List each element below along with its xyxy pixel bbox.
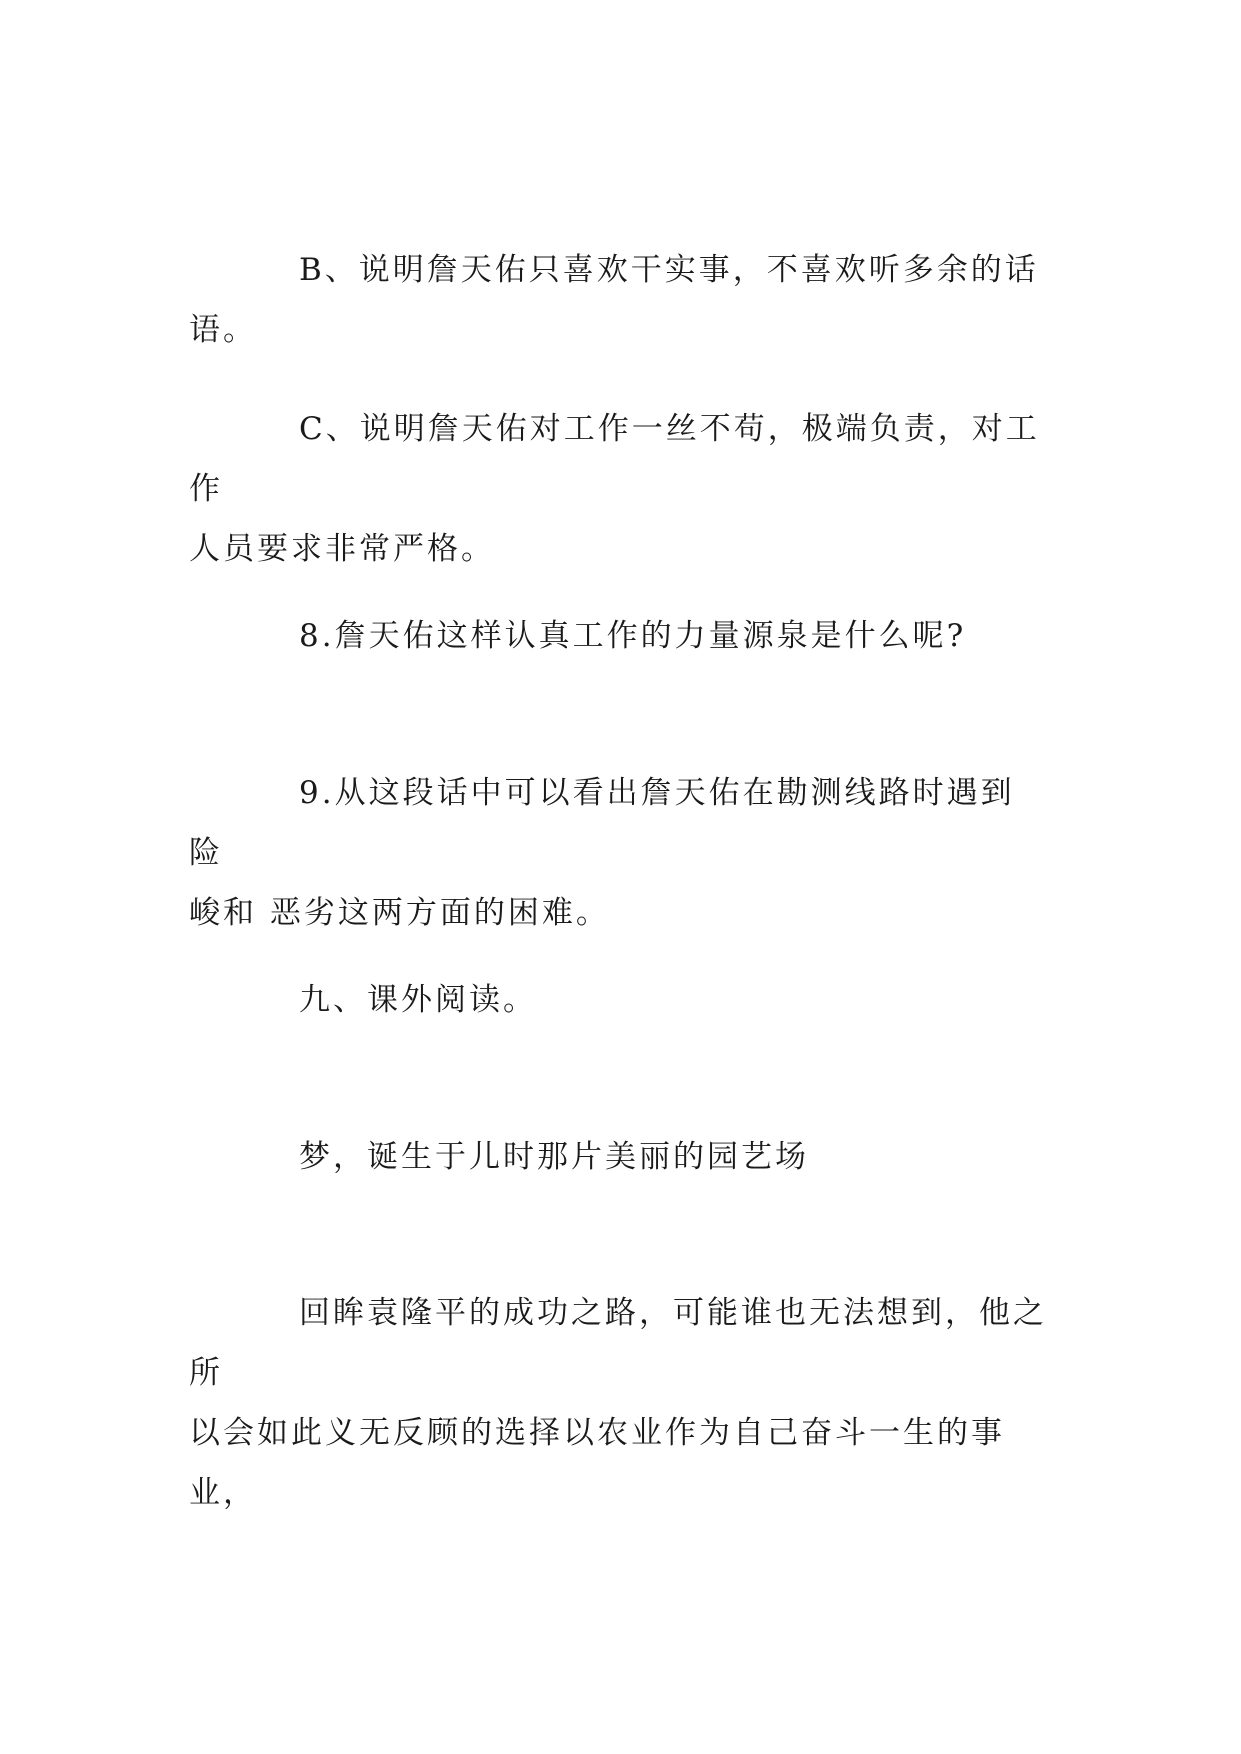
reading-title — [189, 1127, 1059, 1187]
text-line: 9.从这段话中可以看出詹天佑在勘测线路时遇到 险 — [189, 775, 1015, 871]
paragraph-question-8 — [189, 606, 1059, 666]
text-line: 九、课外阅读。 — [299, 982, 537, 1018]
text-line: 人员要求非常严格。 — [189, 531, 495, 567]
text-line: 回眸袁隆平的成功之路，可能谁也无法想到，他之所 — [189, 1295, 1047, 1391]
paragraph-option-b — [189, 240, 1059, 360]
text-line: 以会如此义无反顾的选择以农业作为自己奋斗一生的事业， — [189, 1415, 1005, 1511]
text-line: 梦，诞生于儿时那片美丽的园艺场 — [299, 1139, 809, 1175]
paragraph-question-9 — [189, 763, 1059, 943]
text-line: C、说明詹天佑对工作一丝不苟，极端负责，对工作 — [189, 411, 1040, 507]
text-line: 峻和 恶劣这两方面的困难。 — [189, 895, 610, 931]
paragraph-option-c — [189, 399, 1059, 579]
text-line: 8.詹天佑这样认真工作的力量源泉是什么呢? — [299, 618, 967, 654]
text-line: B、说明詹天佑只喜欢干实事，不喜欢听多余的话语。 — [189, 252, 1039, 348]
section-heading — [189, 970, 1059, 1030]
reading-paragraph — [189, 1283, 1059, 1523]
